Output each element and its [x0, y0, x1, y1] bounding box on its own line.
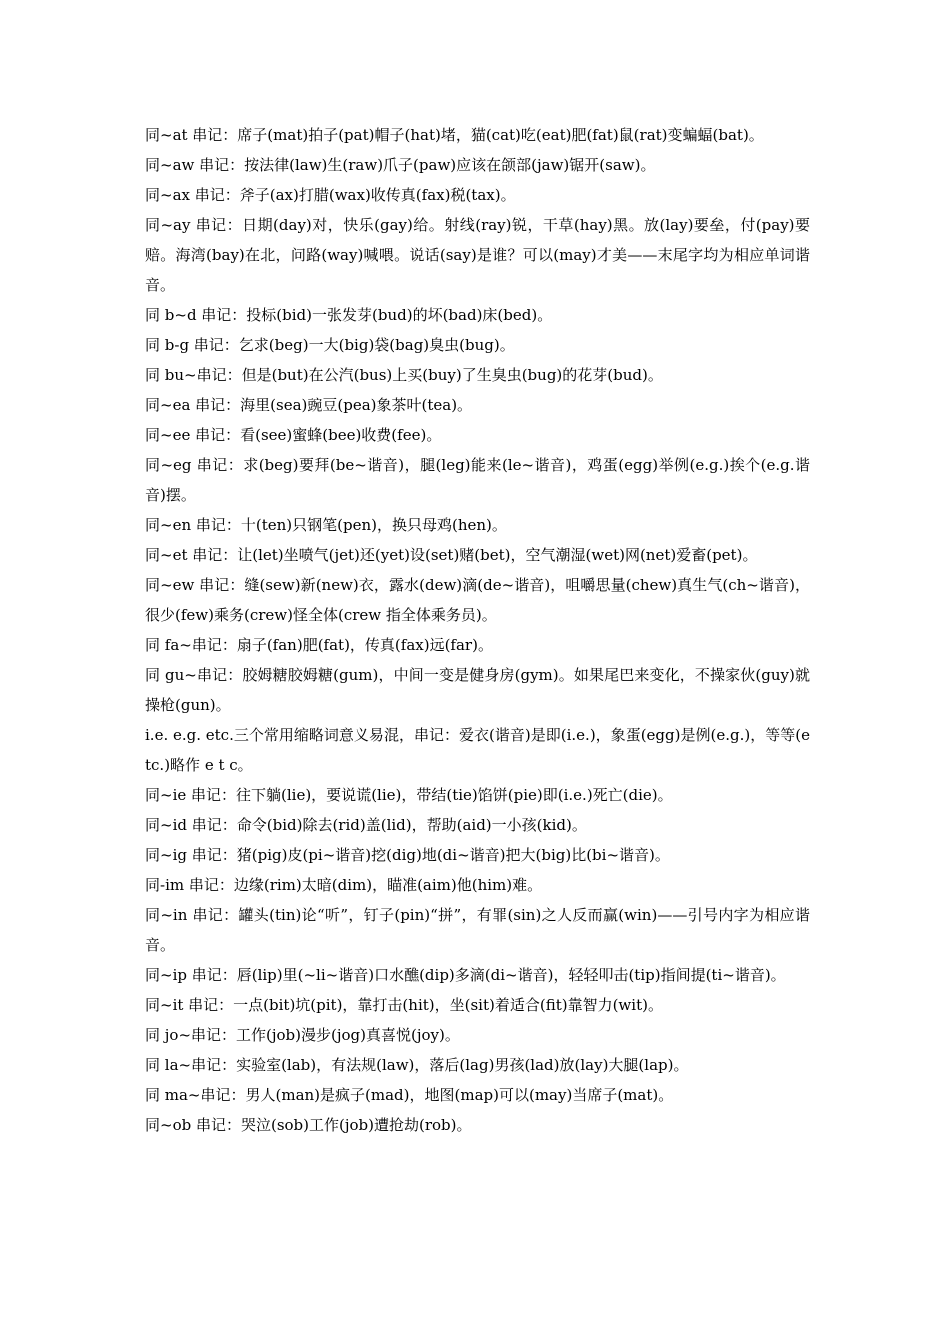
paragraph-en: 同~en 串记：十(ten)只钢笔(pen)，换只母鸡(hen)。 [145, 516, 507, 534]
paragraph-b-g: 同 b-g 串记：乞求(beg)一大(big)袋(bag)臭虫(bug)。 [145, 336, 515, 354]
paragraph-la: 同 la~串记：实验室(lab)，有法规(law)，落后(lag)男孩(lad)放(lay)大腿(lap)。 [145, 1056, 689, 1074]
paragraph-gu: 同 gu~串记：胶姆糖胶姆糖(gum)，中间一变是健身房(gym)。如果尾巴来变化，不操家伙(guy)就操枪(gun)。 [145, 666, 810, 714]
paragraph-im: 同-im 串记：边缘(rim)太暗(dim)，瞄准(aim)他(him)难。 [145, 876, 543, 894]
paragraph-b-d: 同 b~d 串记：投标(bid)一张发芽(bud)的坏(bad)床(bed)。 [145, 306, 553, 324]
paragraph-ee: 同~ee 串记：看(see)蜜蜂(bee)收费(fee)。 [145, 426, 442, 444]
paragraph-ig: 同~ig 串记：猪(pig)皮(pi~谐音)挖(dig)地(di~谐音)把大(big)比(bi~谐音)。 [145, 846, 670, 864]
paragraph-jo: 同 jo~串记：工作(job)漫步(jog)真喜悦(joy)。 [145, 1026, 460, 1044]
paragraph-ax: 同~ax 串记：斧子(ax)打腊(wax)收传真(fax)税(tax)。 [145, 186, 516, 204]
paragraph-ie: 同~ie 串记：往下躺(lie)，要说谎(lie)，带结(tie)馅饼(pie)即(i.e.)死亡(die)。 [145, 786, 673, 804]
paragraph-ma: 同 ma~串记：男人(man)是疯子(mad)，地图(map)可以(may)当席子(mat)。 [145, 1086, 674, 1104]
paragraph-eg: 同~eg 串记：求(beg)要拜(be~谐音)，腿(leg)能来(le~谐音)，鸡蛋(egg)举例(e.g.)挨个(e.g.谐音)摆。 [145, 456, 810, 504]
paragraph-it: 同~it 串记：一点(bit)坑(pit)，靠打击(hit)，坐(sit)着适合(fit)靠智力(wit)。 [145, 996, 663, 1014]
paragraph-in: 同~in 串记：罐头(tin)论“听”，钉子(pin)“拼”，有罪(sin)之人反而赢(win)——引号内字为相应谐音。 [145, 906, 810, 954]
paragraph-bu: 同 bu~串记：但是(but)在公汽(bus)上买(buy)了生臭虫(bug)的花芽(bud)。 [145, 366, 663, 384]
paragraph-ie-eg-etc: i.e. e.g. etc.三个常用缩略词意义易混，串记：爱衣(谐音)是即(i.e.)，象蛋(egg)是例(e.g.)，等等(etc.)略作 e t c。 [145, 726, 810, 774]
paragraph-ay: 同~ay 串记：日期(day)对，快乐(gay)给。射线(ray)锐，干草(hay)黑。放(lay)要垒，付(pay)要赔。海湾(bay)在北，问路(way)喊喂。说话(say)是谁？可以(may)才美——末尾字均为相应单词谐音。 [145, 216, 810, 294]
paragraph-ea: 同~ea 串记：海里(sea)豌豆(pea)象茶叶(tea)。 [145, 396, 473, 414]
paragraph-at: 同~at 串记：席子(mat)拍子(pat)帽子(hat)堵，猫(cat)吃(eat)肥(fat)鼠(rat)变蝙蝠(bat)。 [145, 126, 764, 144]
paragraph-id: 同~id 串记：命令(bid)除去(rid)盖(lid)，帮助(aid)一小孩(kid)。 [145, 816, 587, 834]
paragraph-aw: 同~aw 串记：按法律(law)生(raw)爪子(paw)应该在颌部(jaw)锯开(saw)。 [145, 156, 656, 174]
paragraph-ip: 同~ip 串记：唇(lip)里(~li~谐音)口水醮(dip)多滴(di~谐音)，轻轻叩击(tip)指间提(ti~谐音)。 [145, 966, 786, 984]
document-page [145, 120, 810, 1140]
paragraph-fa: 同 fa~串记：扇子(fan)肥(fat)，传真(fax)远(far)。 [145, 636, 493, 654]
paragraph-ob: 同~ob 串记：哭泣(sob)工作(job)遭抢劫(rob)。 [145, 1116, 472, 1134]
paragraph-ew: 同~ew 串记：缝(sew)新(new)衣，露水(dew)滴(de~谐音)，咀嚼思量(chew)真生气(ch~谐音)，很少(few)乘务(crew)怪全体(crew 指全体乘务员)。 [145, 576, 810, 624]
paragraph-et: 同~et 串记：让(let)坐喷气(jet)还(yet)设(set)赌(bet)，空气潮湿(wet)网(net)爱畜(pet)。 [145, 546, 758, 564]
